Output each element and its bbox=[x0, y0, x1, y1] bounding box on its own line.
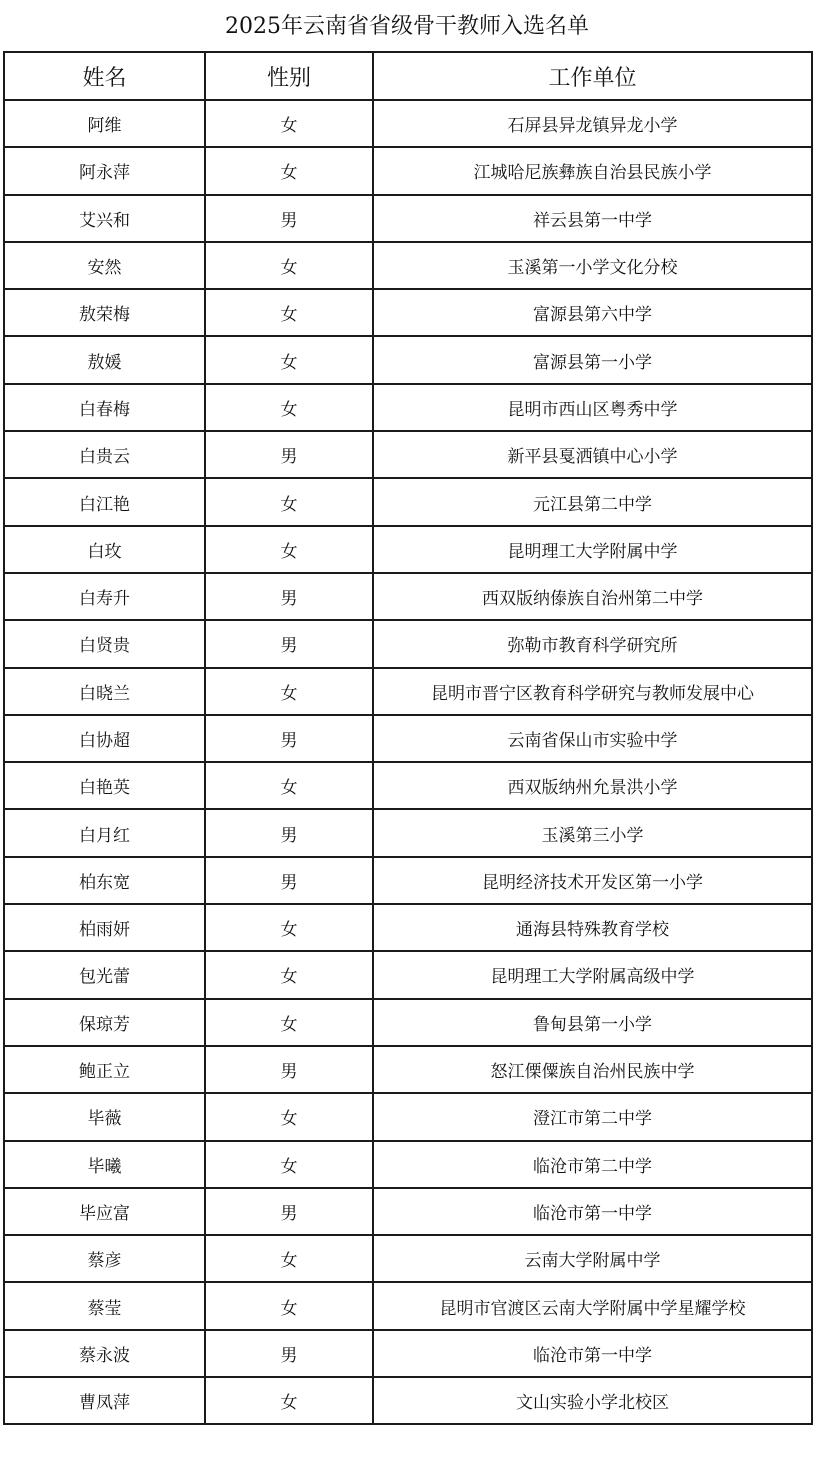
cell-gender: 男 bbox=[205, 573, 373, 620]
cell-gender: 男 bbox=[205, 809, 373, 856]
cell-unit: 通海县特殊教育学校 bbox=[373, 904, 812, 951]
table-row bbox=[4, 195, 812, 242]
table-row bbox=[4, 100, 812, 147]
cell-unit: 玉溪第三小学 bbox=[373, 809, 812, 856]
cell-gender: 男 bbox=[205, 1188, 373, 1235]
table-row bbox=[4, 289, 812, 336]
table-row bbox=[4, 999, 812, 1046]
cell-gender: 男 bbox=[205, 195, 373, 242]
table-row bbox=[4, 478, 812, 525]
cell-unit: 昆明理工大学附属高级中学 bbox=[373, 951, 812, 998]
cell-gender: 女 bbox=[205, 478, 373, 525]
cell-name: 毕曦 bbox=[4, 1141, 205, 1188]
cell-name: 曹凤萍 bbox=[4, 1377, 205, 1424]
cell-gender: 女 bbox=[205, 951, 373, 998]
cell-unit: 西双版纳州允景洪小学 bbox=[373, 762, 812, 809]
cell-unit: 怒江傈僳族自治州民族中学 bbox=[373, 1046, 812, 1093]
cell-unit: 云南大学附属中学 bbox=[373, 1235, 812, 1282]
cell-unit: 弥勒市教育科学研究所 bbox=[373, 620, 812, 667]
cell-unit: 新平县戛洒镇中心小学 bbox=[373, 431, 812, 478]
cell-unit: 富源县第六中学 bbox=[373, 289, 812, 336]
table-row bbox=[4, 526, 812, 573]
cell-name: 敖荣梅 bbox=[4, 289, 205, 336]
cell-gender: 女 bbox=[205, 999, 373, 1046]
cell-gender: 女 bbox=[205, 289, 373, 336]
cell-gender: 女 bbox=[205, 1377, 373, 1424]
table-row bbox=[4, 1330, 812, 1377]
cell-unit: 澄江市第二中学 bbox=[373, 1093, 812, 1140]
cell-unit: 临沧市第一中学 bbox=[373, 1188, 812, 1235]
cell-gender: 女 bbox=[205, 526, 373, 573]
cell-name: 白艳英 bbox=[4, 762, 205, 809]
cell-unit: 临沧市第一中学 bbox=[373, 1330, 812, 1377]
table-row bbox=[4, 857, 812, 904]
cell-gender: 女 bbox=[205, 1282, 373, 1329]
table-row bbox=[4, 431, 812, 478]
cell-name: 蔡莹 bbox=[4, 1282, 205, 1329]
cell-gender: 女 bbox=[205, 762, 373, 809]
cell-unit: 临沧市第二中学 bbox=[373, 1141, 812, 1188]
cell-gender: 女 bbox=[205, 242, 373, 289]
cell-unit: 昆明理工大学附属中学 bbox=[373, 526, 812, 573]
document-title: 2025年云南省省级骨干教师入选名单 bbox=[225, 14, 589, 39]
table-header-row bbox=[4, 52, 812, 100]
cell-name: 白贵云 bbox=[4, 431, 205, 478]
cell-name: 蔡彦 bbox=[4, 1235, 205, 1282]
table-row bbox=[4, 1282, 812, 1329]
table-row bbox=[4, 1141, 812, 1188]
cell-name: 安然 bbox=[4, 242, 205, 289]
cell-name: 敖媛 bbox=[4, 336, 205, 383]
cell-gender: 男 bbox=[205, 857, 373, 904]
cell-unit: 昆明经济技术开发区第一小学 bbox=[373, 857, 812, 904]
table-row bbox=[4, 147, 812, 194]
cell-gender: 男 bbox=[205, 620, 373, 667]
cell-gender: 女 bbox=[205, 668, 373, 715]
cell-name: 保琼芳 bbox=[4, 999, 205, 1046]
cell-gender: 女 bbox=[205, 336, 373, 383]
cell-unit: 昆明市官渡区云南大学附属中学星耀学校 bbox=[373, 1282, 812, 1329]
cell-name: 毕应富 bbox=[4, 1188, 205, 1235]
table-row bbox=[4, 573, 812, 620]
cell-name: 柏东宽 bbox=[4, 857, 205, 904]
table-row bbox=[4, 951, 812, 998]
cell-gender: 女 bbox=[205, 1141, 373, 1188]
table-row bbox=[4, 242, 812, 289]
table-row bbox=[4, 336, 812, 383]
cell-gender: 男 bbox=[205, 1046, 373, 1093]
table-row bbox=[4, 1188, 812, 1235]
cell-gender: 女 bbox=[205, 147, 373, 194]
table-row bbox=[4, 1235, 812, 1282]
cell-unit: 鲁甸县第一小学 bbox=[373, 999, 812, 1046]
cell-gender: 男 bbox=[205, 1330, 373, 1377]
table-row bbox=[4, 620, 812, 667]
cell-name: 柏雨妍 bbox=[4, 904, 205, 951]
table-row bbox=[4, 1046, 812, 1093]
header-name: 姓名 bbox=[4, 52, 205, 100]
cell-name: 蔡永波 bbox=[4, 1330, 205, 1377]
cell-unit: 石屏县异龙镇异龙小学 bbox=[373, 100, 812, 147]
cell-name: 包光蕾 bbox=[4, 951, 205, 998]
cell-name: 白协超 bbox=[4, 715, 205, 762]
cell-gender: 男 bbox=[205, 715, 373, 762]
cell-name: 白晓兰 bbox=[4, 668, 205, 715]
table-row bbox=[4, 384, 812, 431]
cell-unit: 昆明市西山区粤秀中学 bbox=[373, 384, 812, 431]
cell-name: 毕薇 bbox=[4, 1093, 205, 1140]
teacher-list-table bbox=[3, 51, 813, 1425]
cell-name: 白玫 bbox=[4, 526, 205, 573]
cell-name: 白寿升 bbox=[4, 573, 205, 620]
cell-gender: 女 bbox=[205, 904, 373, 951]
cell-name: 白贤贵 bbox=[4, 620, 205, 667]
cell-unit: 江城哈尼族彝族自治县民族小学 bbox=[373, 147, 812, 194]
table-row bbox=[4, 809, 812, 856]
header-unit: 工作单位 bbox=[373, 52, 812, 100]
cell-name: 鲍正立 bbox=[4, 1046, 205, 1093]
cell-name: 阿维 bbox=[4, 100, 205, 147]
cell-name: 白春梅 bbox=[4, 384, 205, 431]
cell-gender: 男 bbox=[205, 431, 373, 478]
cell-gender: 女 bbox=[205, 384, 373, 431]
cell-unit: 昆明市晋宁区教育科学研究与教师发展中心 bbox=[373, 668, 812, 715]
header-gender: 性别 bbox=[205, 52, 373, 100]
cell-name: 白江艳 bbox=[4, 478, 205, 525]
cell-name: 白月红 bbox=[4, 809, 205, 856]
table-row bbox=[4, 762, 812, 809]
table-row bbox=[4, 715, 812, 762]
cell-unit: 云南省保山市实验中学 bbox=[373, 715, 812, 762]
cell-name: 阿永萍 bbox=[4, 147, 205, 194]
cell-unit: 文山实验小学北校区 bbox=[373, 1377, 812, 1424]
cell-unit: 玉溪第一小学文化分校 bbox=[373, 242, 812, 289]
table-row bbox=[4, 1093, 812, 1140]
cell-gender: 女 bbox=[205, 1235, 373, 1282]
cell-gender: 女 bbox=[205, 1093, 373, 1140]
cell-unit: 元江县第二中学 bbox=[373, 478, 812, 525]
cell-name: 艾兴和 bbox=[4, 195, 205, 242]
cell-unit: 富源县第一小学 bbox=[373, 336, 812, 383]
cell-gender: 女 bbox=[205, 100, 373, 147]
table-row bbox=[4, 1377, 812, 1424]
table-row bbox=[4, 668, 812, 715]
cell-unit: 西双版纳傣族自治州第二中学 bbox=[373, 573, 812, 620]
cell-unit: 祥云县第一中学 bbox=[373, 195, 812, 242]
table-row bbox=[4, 904, 812, 951]
